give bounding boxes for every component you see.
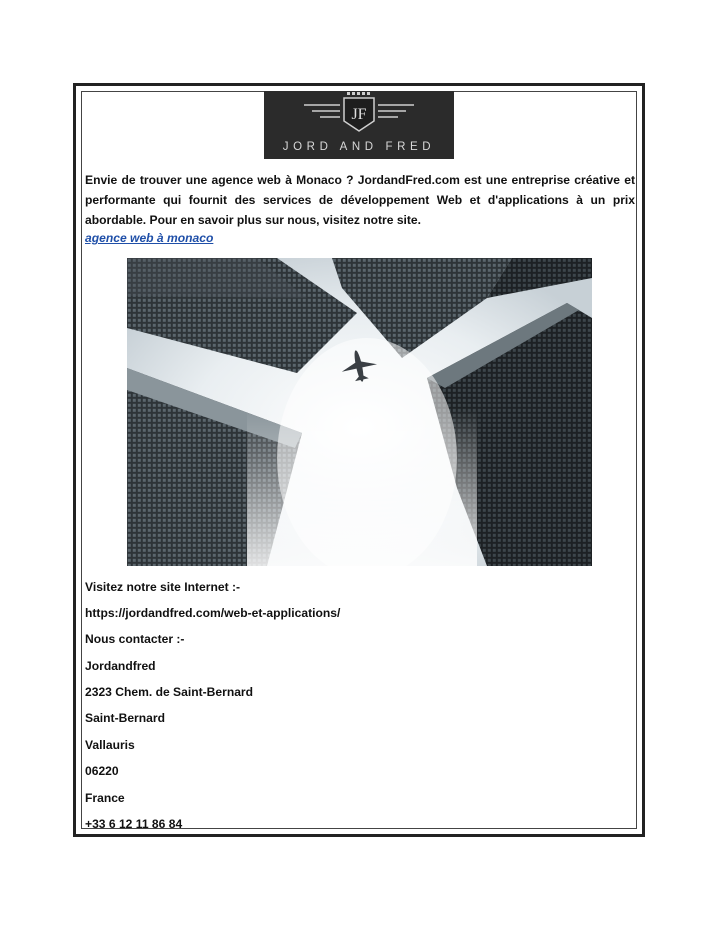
country: France xyxy=(85,791,125,805)
intro-paragraph: Envie de trouver une agence web à Monaco ? JordandFred.com est une entreprise créative et performante qui fournit des services de développement Web et d'applications à un prix abordable. Pour en savoir plus sur nous, visitez notre site. xyxy=(85,173,635,227)
jord-and-fred-logo xyxy=(264,91,454,159)
skyscrapers-airplane-photo xyxy=(127,258,592,566)
company-name: Jordandfred xyxy=(85,659,156,673)
website-url: https://jordandfred.com/web-et-applications/ xyxy=(85,606,341,620)
district: Saint-Bernard xyxy=(85,711,165,725)
agence-web-monaco-link[interactable]: agence web à monaco xyxy=(85,231,214,245)
street-address: 2323 Chem. de Saint-Bernard xyxy=(85,685,254,699)
logo-monogram: JF xyxy=(351,106,367,123)
visit-site-heading: Visitez notre site Internet :- xyxy=(85,580,241,594)
postal-code: 06220 xyxy=(85,764,119,778)
city: Vallauris xyxy=(85,738,135,752)
contact-heading: Nous contacter :- xyxy=(85,632,185,646)
phone-number: +33 6 12 11 86 84 xyxy=(85,817,183,831)
logo-wordmark: JORD AND FRED xyxy=(282,141,436,153)
